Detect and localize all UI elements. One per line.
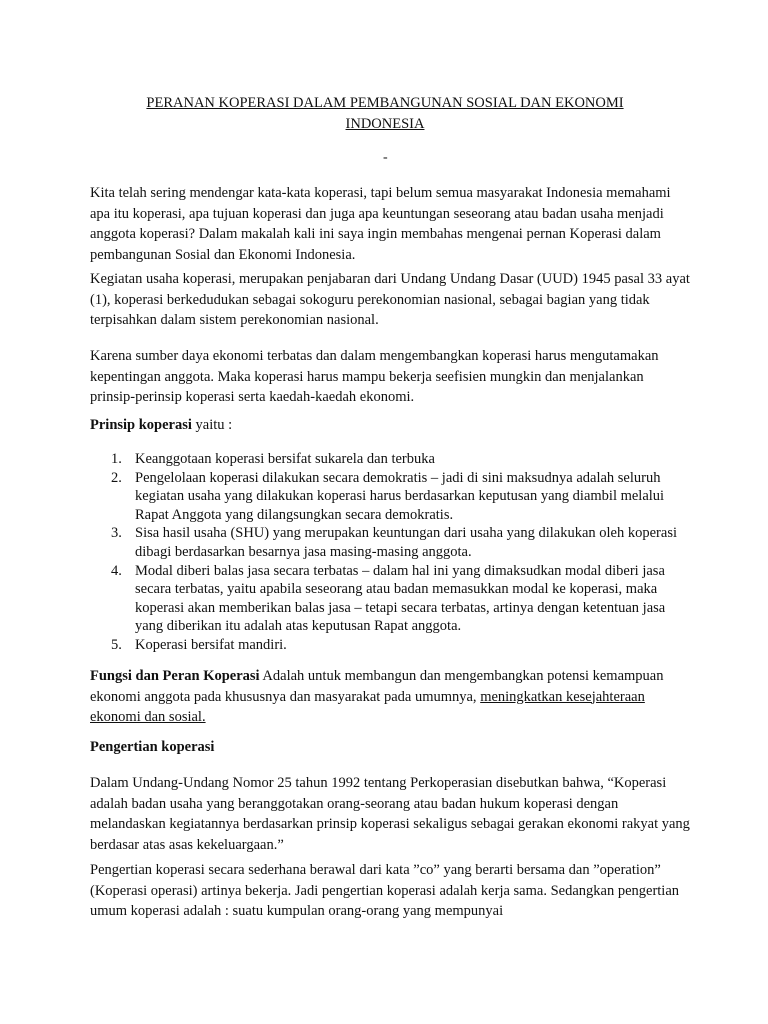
intro-paragraph: Kita telah sering mendengar kata-kata koperasi, tapi belum semua masyarakat Indonesia memahami apa itu koperasi, apa tujuan koperasi dan juga apa keuntungan seseorang atau badan usaha menjadi anggota koperasi? Dalam makalah kali ini saya ingin membahas mengenai pernan Koperasi dalam pembangunan Sosial dan Ekonomi Indonesia.: [90, 185, 671, 263]
list-text: Pengelolaan koperasi dilakukan secara demokratis – jadi di sini maksudnya adalah seluruh kegiatan usaha yang dilakukan koperasi harus berdasarkan keputusan yang diambil melalui Rapat Anggota yang dilangsungkan secara demokratis.: [135, 469, 665, 523]
pengertian-heading: [90, 737, 690, 758]
list-number: 4.: [111, 562, 122, 579]
list-number: 1.: [111, 451, 122, 467]
list-text: Modal diberi balas jasa secara terbatas – dalam hal ini yang dimaksudkan modal diberi jasa secara terbatas, yaitu apabila seseorang atau badan memasukkan modal ke koperasi, maka koperasi akan memberikan balas jasa – tetapi secara terbatas, artinya dengan ketentuan jasa yang diberikan itu adalah atas keputusan Rapat anggota.: [135, 562, 666, 635]
fungsi-paragraph: [90, 666, 690, 728]
list-item: [90, 562, 690, 636]
prinsip-list: [90, 450, 690, 655]
separator-dash: -: [383, 150, 388, 165]
list-text: Koperasi bersifat mandiri.: [135, 636, 287, 653]
list-number: 3.: [111, 525, 122, 542]
list-item: [90, 469, 690, 525]
fungsi-heading: Fungsi dan Peran Koperasi: [90, 668, 260, 684]
list-number: 2.: [111, 469, 122, 486]
list-item: [90, 524, 690, 561]
karena-paragraph: Karena sumber daya ekonomi terbatas dan dalam mengembangkan koperasi harus mengutamakan kepentingan anggota. Maka koperasi harus mampu bekerja seefisien mungkin dan menjalankan prinsip-perinsip koperasi serta kaedah-kaedah ekonomi.: [90, 348, 659, 405]
list-text: Sisa hasil usaha (SHU) yang merupakan keuntungan dari usaha yang dilakukan oleh koperasi dibagi berdasarkan besarnya jasa masing-masing anggota.: [135, 525, 677, 560]
fungsi-text: Adalah untuk membangun dan mengembangkan potensi kemampuan ekonomi anggota pada khususnya dan masyarakat pada umumnya,: [90, 668, 664, 705]
prinsip-intro: [90, 415, 690, 436]
fungsi-underlined: meningkatkan kesejahteraan ekonomi dan sosial.: [90, 688, 645, 725]
prinsip-suffix: yaitu :: [191, 417, 233, 433]
pengertian-paragraph-2: Pengertian koperasi secara sederhana berawal dari kata ”co” yang berarti bersama dan ”operation” (Koperasi operasi) artinya bekerja. Jadi pengertian koperasi adalah kerja sama. Sedangkan pengertian umum koperasi adalah : suatu kumpulan orang-orang yang mempunyai: [90, 862, 680, 919]
pengertian-heading-text: Pengertian koperasi: [90, 739, 215, 755]
pengertian-paragraph-1: Dalam Undang-Undang Nomor 25 tahun 1992 tentang Perkoperasian disebutkan bahwa, “Koperasi adalah badan usaha yang beranggotakan orang-seorang atau badan hukum koperasi dengan melandaskan kegiatannya berdasarkan prinsip koperasi sekaligus sebagai gerakan ekonomi rakyat yang berdasar atas asas kekeluargaan.”: [90, 775, 690, 853]
list-item: [90, 636, 690, 655]
list-text: Keanggotaan koperasi bersifat sukarela dan terbuka: [135, 451, 435, 467]
title-line-2: INDONESIA: [345, 116, 425, 132]
list-number: 5.: [111, 636, 122, 653]
document-title: [90, 93, 680, 135]
title-line-1: PERANAN KOPERASI DALAM PEMBANGUNAN SOSIAL DAN EKONOMI: [146, 95, 624, 111]
prinsip-heading: Prinsip koperasi: [90, 417, 192, 433]
kegiatan-paragraph: Kegiatan usaha koperasi, merupakan penjabaran dari Undang Undang Dasar (UUD) 1945 pasal 33 ayat (1), koperasi berkedudukan sebagai sokoguru perekonomian nasional, sebagai bagian yang tidak terpisahkan dalam sistem perekonomian nasional.: [90, 271, 690, 328]
list-item: [90, 450, 690, 469]
